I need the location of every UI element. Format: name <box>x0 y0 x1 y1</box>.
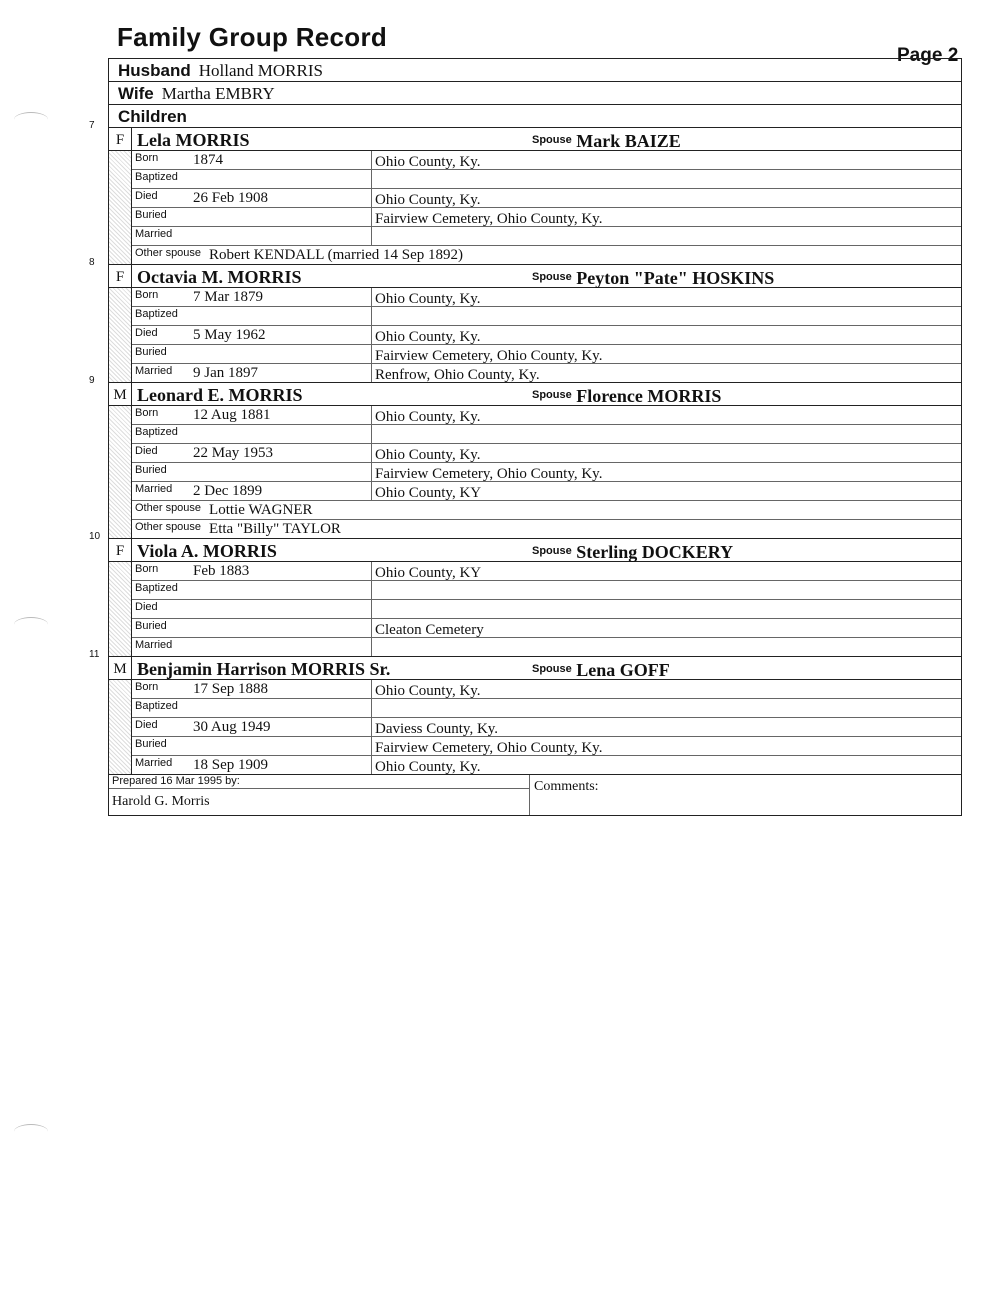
child-name-cell <box>132 383 961 405</box>
child-name: Leonard E. MORRIS <box>137 385 303 405</box>
event-row <box>132 288 961 307</box>
event-place: Ohio County, Ky. <box>371 288 961 306</box>
child-header <box>109 383 961 406</box>
event-label: Died <box>135 601 158 613</box>
event-label: Died <box>135 190 158 202</box>
child-sex: M <box>109 657 132 679</box>
event-row <box>132 718 961 737</box>
event-label: Buried <box>135 346 167 358</box>
child-events <box>109 406 961 538</box>
event-place <box>371 170 961 188</box>
record-sheet <box>89 58 962 816</box>
event-place: Ohio County, Ky. <box>371 151 961 169</box>
spouse-label: Spouse <box>532 663 572 675</box>
child-record <box>89 120 961 265</box>
event-list <box>132 680 961 774</box>
event-label: Died <box>135 719 158 731</box>
event-date: 18 Sep 1909 <box>193 757 268 773</box>
other-spouse-label: Other spouse <box>135 502 202 514</box>
event-date: 12 Aug 1881 <box>193 407 271 423</box>
child-record <box>89 257 961 383</box>
event-place <box>371 425 961 443</box>
husband-label: Husband <box>118 61 191 80</box>
spouse-label: Spouse <box>532 271 572 283</box>
event-place: Cleaton Cemetery <box>371 619 961 637</box>
event-label: Baptized <box>135 308 178 320</box>
event-label: Buried <box>135 464 167 476</box>
event-row <box>132 151 961 170</box>
event-label: Buried <box>135 209 167 221</box>
spouse-name: Lena GOFF <box>576 660 670 680</box>
event-row <box>132 699 961 718</box>
event-row <box>132 425 961 444</box>
event-label: Baptized <box>135 582 178 594</box>
event-row <box>132 364 961 382</box>
children-label: Children <box>118 107 187 126</box>
event-row <box>132 737 961 756</box>
child-number: 11 <box>89 649 100 660</box>
event-date: 5 May 1962 <box>193 327 266 343</box>
spouse-label: Spouse <box>532 545 572 557</box>
event-date: 9 Jan 1897 <box>193 365 258 381</box>
child-header <box>109 265 961 288</box>
event-row <box>132 208 961 227</box>
event-place: Ohio County, Ky. <box>371 444 961 462</box>
child-number: 9 <box>89 375 95 386</box>
spouse-label: Spouse <box>532 134 572 146</box>
event-place <box>371 600 961 618</box>
event-place: Ohio County, Ky. <box>371 406 961 424</box>
event-row <box>132 756 961 774</box>
event-date: 17 Sep 1888 <box>193 681 268 697</box>
child-spouse <box>532 265 774 290</box>
event-place: Renfrow, Ohio County, Ky. <box>371 364 961 382</box>
hatched-margin <box>109 288 132 382</box>
comments-field: Comments: <box>534 779 599 794</box>
event-place <box>371 227 961 245</box>
event-date: 2 Dec 1899 <box>193 483 263 499</box>
child-spouse <box>532 383 721 408</box>
child-name: Octavia M. MORRIS <box>137 267 302 287</box>
child-record <box>89 649 961 775</box>
child-sex: M <box>109 383 132 405</box>
child-name: Lela MORRIS <box>137 130 250 150</box>
event-place: Fairview Cemetery, Ohio County, Ky. <box>371 463 961 481</box>
event-label: Married <box>135 639 173 651</box>
child-events <box>109 680 961 774</box>
event-place: Ohio County, Ky. <box>371 680 961 698</box>
page-number: Page 2 <box>897 45 959 66</box>
event-row <box>132 482 961 501</box>
husband-name: Holland MORRIS <box>198 61 323 80</box>
hatched-margin <box>109 151 132 264</box>
event-place <box>371 699 961 717</box>
child-name-cell <box>132 657 961 679</box>
prepared-section <box>109 775 530 815</box>
event-label: Buried <box>135 738 167 750</box>
record-footer <box>109 775 961 815</box>
event-label: Married <box>135 757 173 769</box>
prepared-label: Prepared 16 Mar 1995 by: <box>109 775 529 789</box>
document-title: Family Group Record <box>117 22 388 52</box>
event-date <box>193 425 371 443</box>
event-label: Married <box>135 365 173 377</box>
event-date <box>193 619 371 637</box>
child-spouse <box>532 128 681 153</box>
child-name-cell <box>132 128 961 150</box>
child-sex: F <box>109 265 132 287</box>
child-sex: F <box>109 539 132 561</box>
event-place: Ohio County, Ky. <box>371 326 961 344</box>
event-row <box>132 406 961 425</box>
event-place: Ohio County, KY <box>371 482 961 500</box>
event-row <box>132 562 961 581</box>
hatched-margin <box>109 680 132 774</box>
event-date <box>193 581 371 599</box>
event-place: Fairview Cemetery, Ohio County, Ky. <box>371 208 961 226</box>
child-header <box>109 539 961 562</box>
child-name-cell <box>132 265 961 287</box>
wife-row <box>109 82 961 105</box>
child-name: Viola A. MORRIS <box>137 541 277 561</box>
event-date <box>193 699 371 717</box>
event-place: Daviess County, Ky. <box>371 718 961 736</box>
punch-hole-mark <box>14 1124 48 1139</box>
event-row <box>132 170 961 189</box>
event-row <box>132 638 961 656</box>
event-label: Married <box>135 228 173 240</box>
child-header <box>109 657 961 680</box>
spouse-label: Spouse <box>532 389 572 401</box>
child-events <box>109 288 961 382</box>
event-row <box>132 227 961 246</box>
other-spouse-name: Lottie WAGNER <box>209 502 313 518</box>
child-number: 7 <box>89 120 95 131</box>
child-events <box>109 151 961 264</box>
spouse-name: Florence MORRIS <box>576 386 722 406</box>
event-list <box>132 151 961 264</box>
event-place: Fairview Cemetery, Ohio County, Ky. <box>371 345 961 363</box>
child-spouse <box>532 539 733 564</box>
event-place: Ohio County, Ky. <box>371 189 961 207</box>
event-list <box>132 406 961 538</box>
event-label: Died <box>135 327 158 339</box>
husband-row <box>109 59 961 82</box>
event-date: Feb 1883 <box>193 563 250 579</box>
event-place: Ohio County, Ky. <box>371 756 961 774</box>
event-label: Born <box>135 152 159 164</box>
event-label: Baptized <box>135 171 178 183</box>
event-row <box>132 444 961 463</box>
children-row <box>109 105 961 128</box>
event-date <box>193 345 371 363</box>
event-label: Married <box>135 483 173 495</box>
preparer-name: Harold G. Morris <box>112 794 210 809</box>
child-header <box>109 128 961 151</box>
spouse-name: Sterling DOCKERY <box>576 542 734 562</box>
other-spouse-label: Other spouse <box>135 521 202 533</box>
event-label: Born <box>135 681 159 693</box>
event-place: Fairview Cemetery, Ohio County, Ky. <box>371 737 961 755</box>
child-name: Benjamin Harrison MORRIS Sr. <box>137 659 391 679</box>
event-date <box>193 638 371 656</box>
child-number: 10 <box>89 531 101 542</box>
punch-hole-mark <box>14 617 48 632</box>
event-date <box>193 463 371 481</box>
child-number: 8 <box>89 257 95 268</box>
event-place <box>371 638 961 656</box>
event-label: Baptized <box>135 700 178 712</box>
children-list <box>89 120 961 775</box>
child-events <box>109 562 961 656</box>
event-date <box>193 208 371 226</box>
event-label: Died <box>135 445 158 457</box>
event-place <box>371 307 961 325</box>
event-list <box>132 288 961 382</box>
event-label: Born <box>135 563 159 575</box>
child-sex: F <box>109 128 132 150</box>
event-row <box>132 680 961 699</box>
event-row <box>132 581 961 600</box>
event-row <box>132 189 961 208</box>
event-date <box>193 307 371 325</box>
other-spouse-row <box>132 501 961 520</box>
other-spouse-name: Etta "Billy" TAYLOR <box>209 521 341 537</box>
punch-hole-mark <box>14 112 48 127</box>
event-row <box>132 345 961 364</box>
event-date <box>193 227 371 245</box>
event-date: 26 Feb 1908 <box>193 190 268 206</box>
event-place: Ohio County, KY <box>371 562 961 580</box>
event-label: Buried <box>135 620 167 632</box>
event-row <box>132 326 961 345</box>
event-date <box>193 600 371 618</box>
child-spouse <box>532 657 670 682</box>
wife-name: Martha EMBRY <box>161 84 275 103</box>
event-row <box>132 463 961 482</box>
event-date: 22 May 1953 <box>193 445 273 461</box>
spouse-name: Peyton "Pate" HOSKINS <box>576 268 775 288</box>
other-spouse-row <box>132 246 961 264</box>
event-place <box>371 581 961 599</box>
wife-label: Wife <box>118 84 154 103</box>
event-label: Baptized <box>135 426 178 438</box>
event-date <box>193 170 371 188</box>
event-row <box>132 619 961 638</box>
event-row <box>132 307 961 326</box>
child-name-cell <box>132 539 961 561</box>
event-date: 1874 <box>193 152 223 168</box>
hatched-margin <box>109 406 132 538</box>
hatched-margin <box>109 562 132 656</box>
other-spouse-label: Other spouse <box>135 247 202 259</box>
other-spouse-row <box>132 520 961 538</box>
event-date <box>193 737 371 755</box>
other-spouse-name: Robert KENDALL (married 14 Sep 1892) <box>209 247 464 263</box>
event-date: 7 Mar 1879 <box>193 289 263 305</box>
event-label: Born <box>135 407 159 419</box>
event-date: 30 Aug 1949 <box>193 719 271 735</box>
spouse-name: Mark BAIZE <box>576 131 681 151</box>
event-list <box>132 562 961 656</box>
event-label: Born <box>135 289 159 301</box>
event-row <box>132 600 961 619</box>
